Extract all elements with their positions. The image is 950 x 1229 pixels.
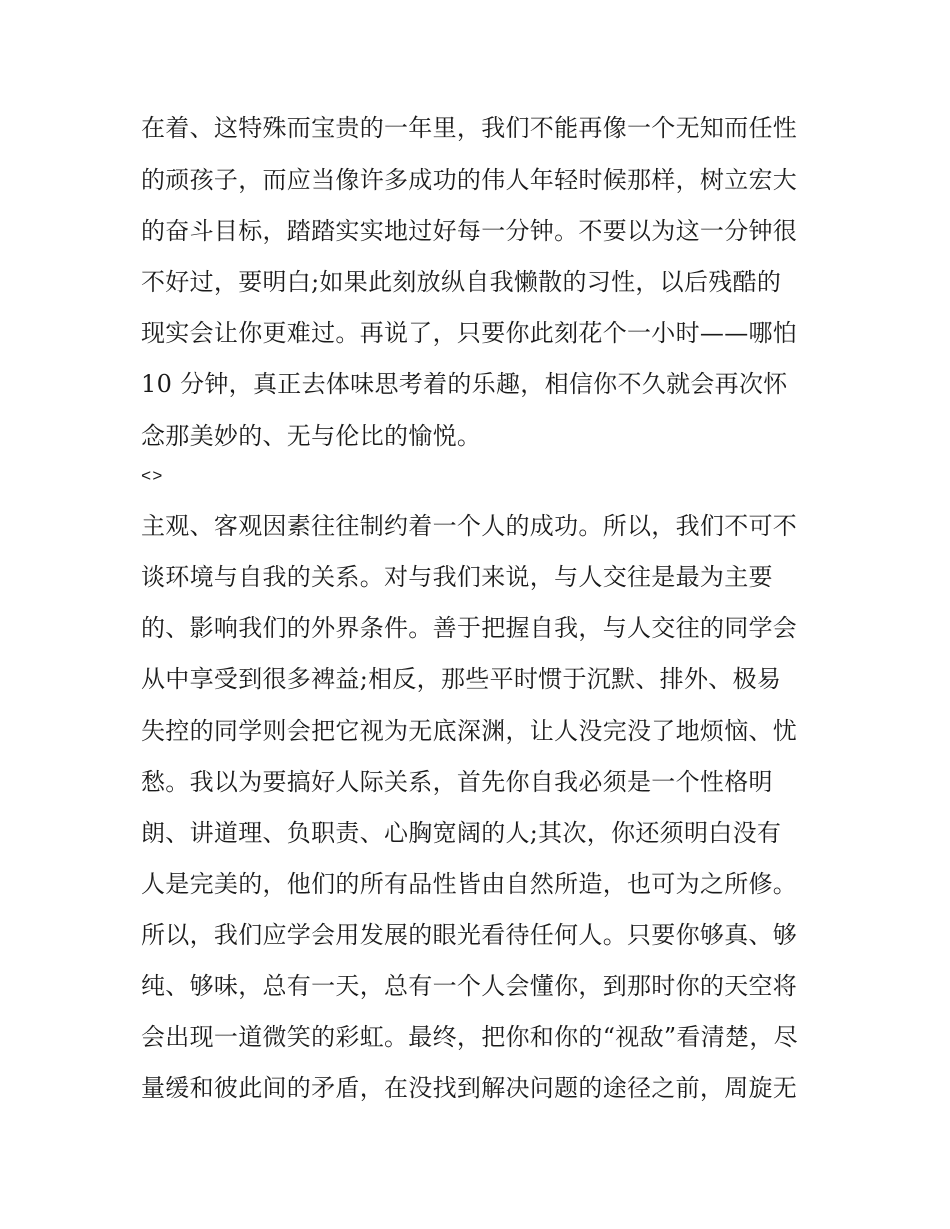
paragraph-2-line-8: 人是完美的，他们的所有品性皆由自然所造，也可为之所修。 — [141, 870, 798, 898]
paragraph-1-line-4: 不好过，要明白;如果此刻放纵自我懒散的习性，以后残酷的 — [141, 268, 782, 296]
paragraph-1-line-3: 的奋斗目标，踏踏实实地过好每一分钟。不要以为这一分钟很 — [141, 217, 798, 245]
paragraph-1-line-2: 的顽孩子，而应当像许多成功的伟人年轻时候那样，树立宏大 — [141, 166, 798, 194]
paragraph-2-line-3: 的、影响我们的外界条件。善于把握自我，与人交往的同学会 — [141, 614, 798, 642]
paragraph-1-line-1: 在着、这特殊而宝贵的一年里，我们不能再像一个无知而任性 — [141, 114, 798, 142]
paragraph-2-line-6: 愁。我以为要搞好人际关系，首先你自我必须是一个性格明 — [141, 768, 773, 796]
paragraph-2-line-4: 从中享受到很多裨益;相反，那些平时惯于沉默、排外、极易 — [141, 665, 782, 693]
paragraph-2-line-9: 所以，我们应学会用发展的眼光看待任何人。只要你够真、够 — [141, 921, 798, 949]
paragraph-2-line-11: 会出现一道微笑的彩虹。最终，把你和你的“视敌”看清楚，尽 — [141, 1023, 798, 1051]
paragraph-2-line-7: 朗、讲道理、负职责、心胸宽阔的人;其次，你还须明白没有 — [141, 819, 782, 847]
section-separator: <> — [141, 468, 164, 487]
paragraph-1-line-6: 10 分钟，真正去体味思考着的乐趣，相信你不久就会再次怀 — [141, 370, 788, 398]
paragraph-2-line-10: 纯、够味，总有一天，总有一个人会懂你，到那时你的天空将 — [141, 972, 798, 1000]
paragraph-2-line-2: 谈环境与自我的关系。对与我们来说，与人交往是最为主要 — [141, 563, 773, 591]
paragraph-1-line-5: 现实会让你更难过。再说了，只要你此刻花个一小时——哪怕 — [141, 319, 798, 347]
paragraph-2-line-5: 失控的同学则会把它视为无底深渊，让人没完没了地烦恼、忧 — [141, 717, 798, 745]
paragraph-2-line-1: 主观、客观因素往往制约着一个人的成功。所以，我们不可不 — [141, 512, 798, 540]
paragraph-1-line-7: 念那美妙的、无与伦比的愉悦。 — [141, 422, 482, 450]
paragraph-2-line-12: 量缓和彼此间的矛盾，在没找到解决问题的途径之前，周旋无 — [141, 1074, 798, 1102]
